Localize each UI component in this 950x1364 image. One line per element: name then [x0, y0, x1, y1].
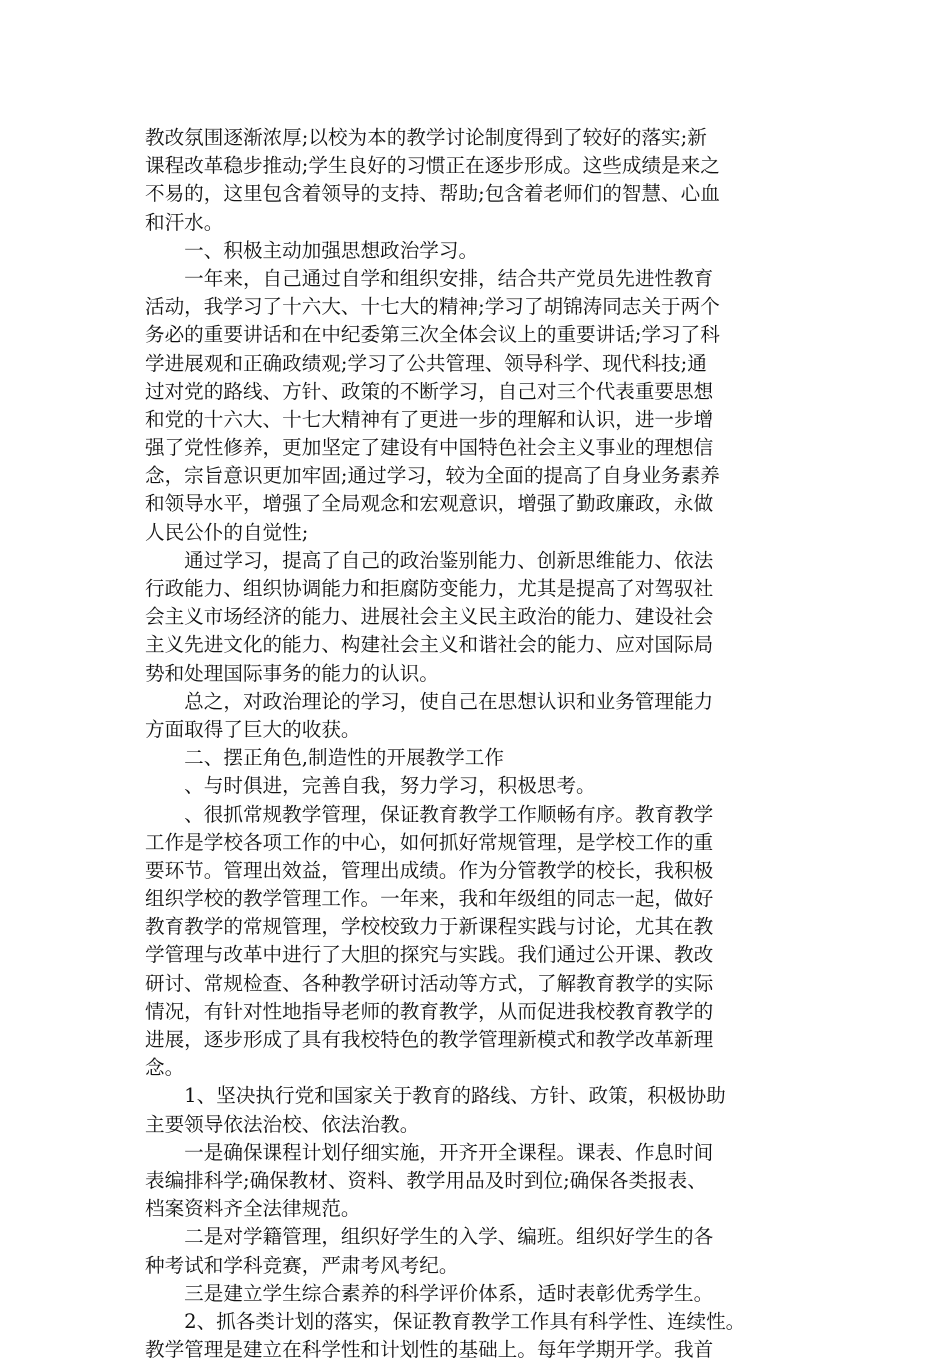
- text-line: 三是建立学生综合素养的科学评价体系，适时表彰优秀学生。: [145, 1281, 714, 1305]
- text-line: 教育教学的常规管理，学校校致力于新课程实践与讨论，尤其在教: [145, 915, 714, 939]
- text-line: 情况，有针对性地指导老师的教育教学，从而促进我校教育教学的: [145, 999, 714, 1023]
- paragraph: [145, 547, 825, 688]
- document-body: [145, 124, 825, 1364]
- paragraph: [145, 1280, 825, 1308]
- text-line: 学进展观和正确政绩观;学习了公共管理、领导科学、现代科技;通: [145, 351, 707, 375]
- text-line: 档案资料齐全法律规范。: [145, 1197, 361, 1221]
- text-line: 主义先进文化的能力、构建社会主义和谐社会的能力、应对国际局: [145, 633, 714, 657]
- text-line: 二、摆正角色,制造性的开展教学工作: [145, 746, 504, 770]
- text-line: 表编排科学;确保教材、资料、教学用品及时到位;确保各类报表、: [145, 1168, 707, 1192]
- text-line: 一是确保课程计划仔细实施，开齐开全课程。课表、作息时间: [145, 1140, 714, 1164]
- paragraph: [145, 265, 825, 547]
- text-line: 势和处理国际事务的能力的认识。: [145, 661, 439, 685]
- text-line: 课程改革稳步推动;学生良好的习惯正在逐步形成。这些成绩是来之: [145, 154, 720, 178]
- text-line: 研讨、常规检查、各种教学研讨活动等方式，了解教育教学的实际: [145, 971, 714, 995]
- paragraph: [145, 744, 825, 772]
- paragraph: [145, 237, 825, 265]
- text-line: 2、抓各类计划的落实，保证教育教学工作具有科学性、连续性。: [145, 1309, 746, 1333]
- text-line: 通过学习，提高了自己的政治鉴别能力、创新思维能力、依法: [145, 548, 714, 572]
- text-line: 活动，我学习了十六大、十七大的精神;学习了胡锦涛同志关于两个: [145, 295, 720, 319]
- text-line: 行政能力、组织协调能力和拒腐防变能力，尤其是提高了对驾驭社: [145, 577, 714, 600]
- text-line: 二是对学籍管理，组织好学生的入学、编班。组织好学生的各: [145, 1225, 714, 1249]
- text-line: 一、积极主动加强思想政治学习。: [145, 238, 479, 262]
- text-line: 组织学校的教学管理工作。一年来，我和年级组的同志一起，做好: [145, 887, 714, 911]
- text-line: 念。: [145, 1056, 185, 1080]
- text-line: 种考试和学科竞赛，严肃考风考纪。: [145, 1253, 459, 1277]
- text-line: 进展，逐步形成了具有我校特色的教学管理新模式和教学改革新理: [145, 1028, 714, 1051]
- text-line: 工作是学校各项工作的中心，如何抓好常规管理，是学校工作的重: [145, 830, 714, 854]
- paragraph: [145, 688, 825, 744]
- paragraph: [145, 1082, 825, 1138]
- text-line: 人民公仆的自觉性;: [145, 520, 309, 544]
- text-line: 、很抓常规教学管理，保证教育教学工作顺畅有序。教育教学: [145, 802, 714, 826]
- paragraph: [145, 1139, 825, 1224]
- text-line: 和党的十六大、十七大精神有了更进一步的理解和认识，进一步增: [145, 407, 714, 431]
- text-line: 主要领导依法治校、依法治教。: [145, 1112, 420, 1136]
- text-line: 总之，对政治理论的学习，使自己在思想认识和业务管理能力: [145, 689, 714, 713]
- paragraph: [145, 1308, 825, 1364]
- text-line: 不易的，这里包含着领导的支持、帮助;包含着老师们的智慧、心血: [145, 182, 720, 206]
- text-line: 念，宗旨意识更加牢固;通过学习，较为全面的提高了自身业务素养: [145, 464, 720, 488]
- text-line: 要环节。管理出效益，管理出成绩。作为分管教学的校长，我积极: [145, 858, 714, 882]
- text-line: 教学管理是建立在科学性和计划性的基础上。每年学期开学。我首: [145, 1338, 714, 1362]
- text-line: 、与时俱进，完善自我，努力学习，积极思考。: [145, 774, 596, 798]
- paragraph: [145, 772, 825, 800]
- paragraph: [145, 1223, 825, 1279]
- text-line: 学管理与改革中进行了大胆的探究与实践。我们通过公开课、教改: [145, 943, 714, 967]
- text-line: 1、坚决执行党和国家关于教育的路线、方针、政策，积极协助: [145, 1084, 726, 1108]
- text-line: 会主义市场经济的能力、进展社会主义民主政治的能力、建设社会: [145, 605, 714, 629]
- text-line: 一年来，自己通过自学和组织安排，结合共产党员先进性教育: [145, 266, 714, 290]
- text-line: 教改氛围逐渐浓厚;以校为本的教学讨论制度得到了较好的落实;新: [145, 126, 707, 149]
- text-line: 过对党的路线、方针、政策的不断学习，自己对三个代表重要思想: [145, 379, 714, 403]
- text-line: 务必的重要讲话和在中纪委第三次全体会议上的重要讲话;学习了科: [145, 323, 720, 347]
- paragraph: [145, 124, 825, 237]
- text-line: 强了党性修养，更加坚定了建设有中国特色社会主义事业的理想信: [145, 436, 714, 460]
- text-line: 方面取得了巨大的收获。: [145, 717, 361, 741]
- paragraph: [145, 801, 825, 1083]
- text-line: 和领导水平，增强了全局观念和宏观意识，增强了勤政廉政，永做: [145, 492, 714, 516]
- text-line: 和汗水。: [145, 210, 224, 234]
